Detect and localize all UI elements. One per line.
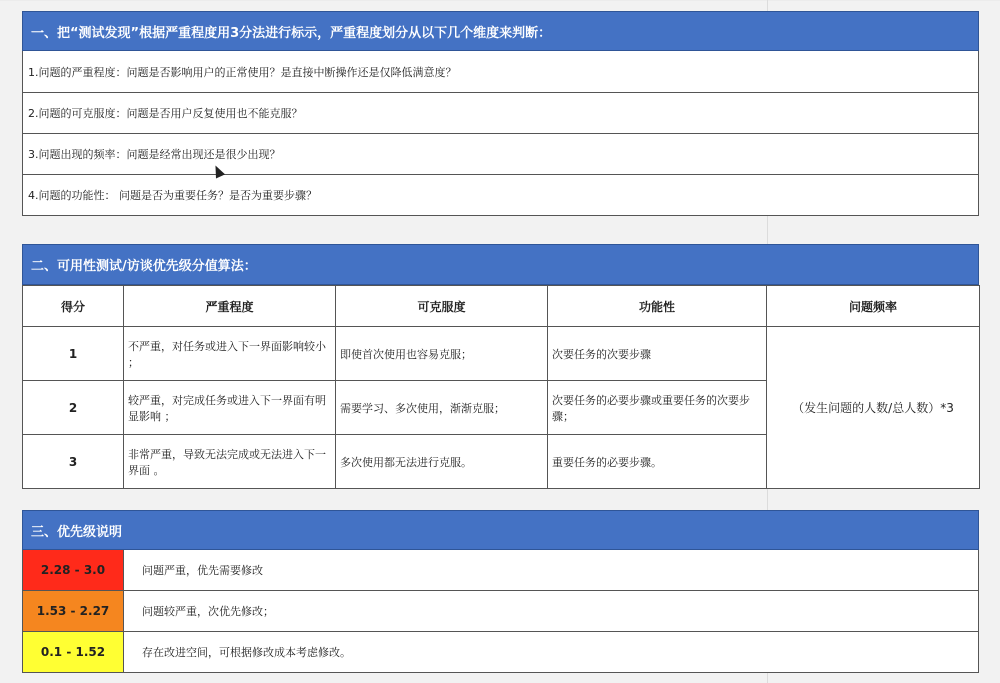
column-header: 严重程度 [124, 286, 336, 327]
score-cell: 3 [23, 435, 124, 489]
column-header: 得分 [23, 286, 124, 327]
function-cell: 重要任务的必要步骤。 [548, 435, 767, 489]
priority-description: 问题较严重，次优先修改； [142, 605, 274, 618]
severity-cell: 不严重，对任务或进入下一界面影响较小 ； [124, 327, 336, 381]
section2-header: 二、可用性测试/访谈优先级分值算法： [22, 244, 979, 285]
column-header: 可克服度 [336, 286, 548, 327]
table-header-row [23, 286, 980, 327]
priority-row [22, 550, 979, 591]
column-header: 问题频率 [767, 286, 980, 327]
score-cell: 2 [23, 381, 124, 435]
priority-range: 2.28 - 3.0 [23, 550, 124, 590]
column-header: 功能性 [548, 286, 767, 327]
severity-cell: 非常严重，导致无法完成或无法进入下一界面 。 [124, 435, 336, 489]
section1-header: 一、把“测试发现”根据严重程度用3分法进行标示，严重程度划分从以下几个维度来判断： [22, 11, 979, 51]
priority-range: 1.53 - 2.27 [23, 591, 124, 631]
frequency-formula-cell: （发生问题的人数/总人数）*3 [767, 327, 980, 489]
section3-header: 三、优先级说明 [22, 510, 979, 550]
overcome-cell: 多次使用都无法进行克服。 [336, 435, 548, 489]
score-cell: 1 [23, 327, 124, 381]
priority-description: 存在改进空间，可根据修改成本考虑修改。 [142, 646, 351, 659]
overcome-cell: 即使首次使用也容易克服； [336, 327, 548, 381]
severity-cell: 较严重，对完成任务或进入下一界面有明显影响 ； [124, 381, 336, 435]
function-cell: 次要任务的次要步骤 [548, 327, 767, 381]
overcome-cell: 需要学习、多次使用，渐渐克服； [336, 381, 548, 435]
criteria-row: 4.问题的功能性： 问题是否为重要任务？是否为重要步骤？ [22, 175, 979, 216]
function-cell: 次要任务的必要步骤或重要任务的次要步骤； [548, 381, 767, 435]
criteria-row: 3.问题出现的频率：问题是经常出现还是很少出现？ [22, 134, 979, 175]
table-row [23, 327, 980, 381]
scoring-table [22, 285, 980, 489]
priority-row [22, 632, 979, 673]
priority-range: 0.1 - 1.52 [23, 632, 124, 672]
priority-row [22, 591, 979, 632]
criteria-row: 1.问题的严重程度：问题是否影响用户的正常使用？是直接中断操作还是仅降低满意度？ [22, 51, 979, 93]
criteria-row: 2.问题的可克服度：问题是否用户反复使用也不能克服？ [22, 93, 979, 134]
priority-description: 问题严重，优先需要修改 [142, 564, 263, 577]
